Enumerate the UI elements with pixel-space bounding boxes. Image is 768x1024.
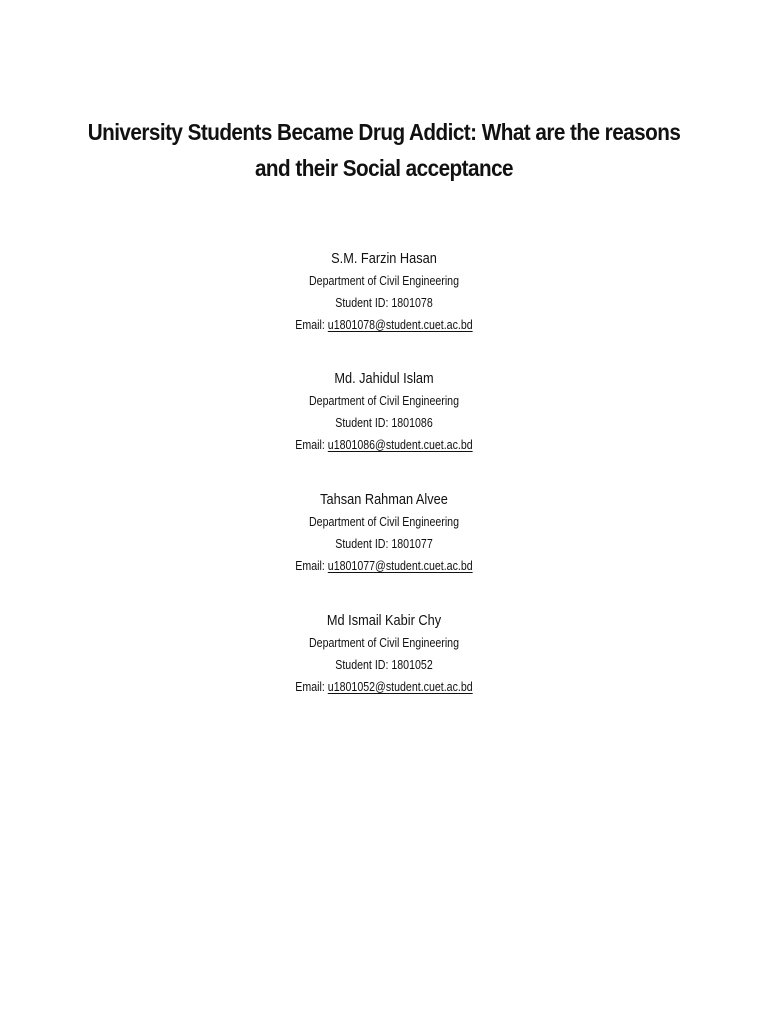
author-email-label: Email: [295,318,328,332]
author-department: Department of Civil Engineering [308,394,459,408]
author-email-line [214,314,554,336]
author-department: Department of Civil Engineering [308,515,459,529]
author-email-label: Email: [295,559,328,573]
author-student-id: Student ID: 1801078 [335,296,433,310]
author-block [184,368,584,456]
author-email-line [214,555,554,577]
paper-title-line-2: and their Social acceptance [254,155,514,181]
author-email-label: Email: [295,438,328,452]
author-block [184,489,584,577]
author-name: Tahsan Rahman Alvee [320,492,448,508]
author-name: S.M. Farzin Hasan [331,251,437,267]
author-email-line [214,676,554,698]
author-email-link[interactable]: u1801086@student.cuet.ac.bd [327,438,473,452]
author-student-id: Student ID: 1801086 [335,416,433,430]
author-block [184,248,584,336]
author-name: Md Ismail Kabir Chy [326,613,442,629]
author-department: Department of Civil Engineering [308,274,459,288]
author-email-link[interactable]: u1801052@student.cuet.ac.bd [327,680,473,694]
author-department: Department of Civil Engineering [308,636,459,650]
paper-title [74,114,693,186]
paper-title-line-1: University Students Became Drug Addict: What are the reasons [87,119,681,145]
author-email-line [214,434,554,456]
author-email-label: Email: [295,680,328,694]
author-student-id: Student ID: 1801077 [335,537,433,551]
author-name: Md. Jahidul Islam [334,371,434,387]
author-email-link[interactable]: u1801078@student.cuet.ac.bd [327,318,473,332]
author-block [184,610,584,698]
author-student-id: Student ID: 1801052 [335,658,433,672]
author-email-link[interactable]: u1801077@student.cuet.ac.bd [327,559,473,573]
